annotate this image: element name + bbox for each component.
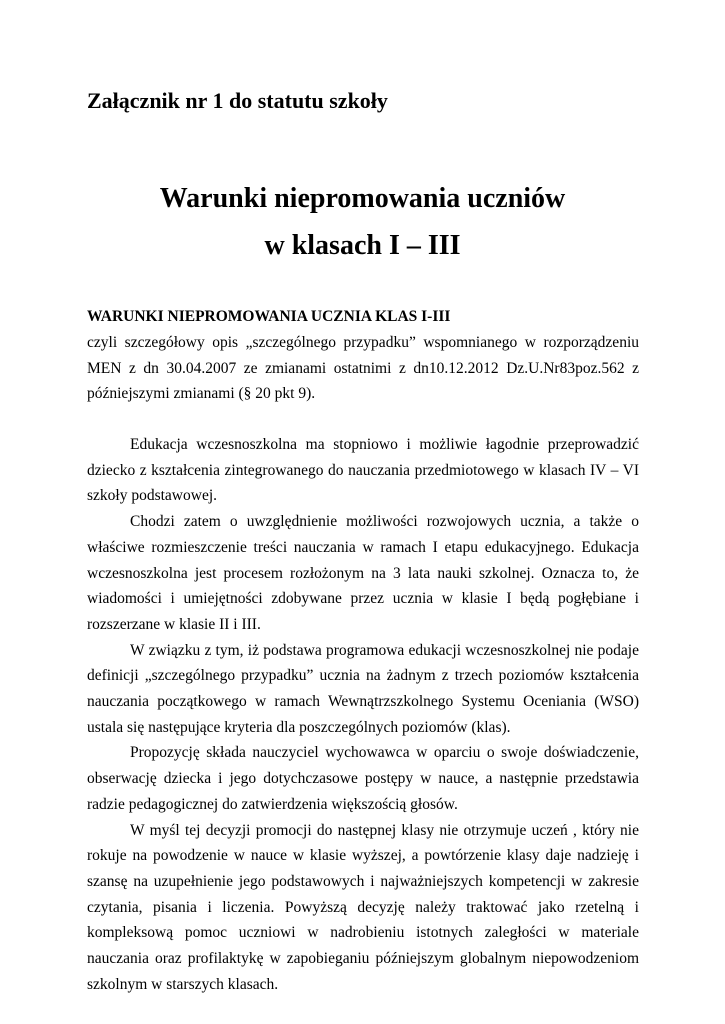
paragraph: Propozycję składa nauczyciel wychowawca w oparciu o swoje doświadczenie, obserwację dziecka i jego dotychczasowe postępy w nauce, a następnie przedstawia radzie pedagogicznej do zatwierdzenia większością głosów. xyxy=(87,744,639,813)
annex-title: Załącznik nr 1 do statutu szkoły xyxy=(87,88,388,113)
paragraph: Edukacja wczesnoszkolna ma stopniowo i możliwie łagodnie przeprowadzić dziecko z kształcenia zintegrowanego do nauczania przedmiotowego w klasach IV – VI szkoły podstawowej. xyxy=(87,436,639,505)
main-title-line2: w klasach I – III xyxy=(264,230,461,261)
intro-paragraph: czyli szczegółowy opis „szczególnego przypadku” wspomnianego w rozporządzeniu MEN z dn 30.04.2007 ze zmianami ostatnimi z dn10.12.2012 Dz.U.Nr83poz.562 z późniejszymi zmianami (§ 20 pkt 9). xyxy=(87,334,639,403)
paragraph: Chodzi zatem o uwzględnienie możliwości rozwojowych ucznia, a także o właściwe rozmieszczenie treści nauczania w ramach I etapu edukacyjnego. Edukacja wczesnoszkolna jest procesem rozłożonym na 3 lata nauki szkolnej. Oznacza to, że wiadomości i umiejętności zdobywane przez ucznia w klasie I będą pogłębiane i rozszerzane w klasie II i III. xyxy=(87,513,639,633)
section-heading: WARUNKI NIEPROMOWANIA UCZNIA KLAS I-III xyxy=(87,308,451,325)
main-title-line1: Warunki niepromowania uczniów xyxy=(159,183,566,214)
paragraph: W związku z tym, iż podstawa programowa edukacji wczesnoszkolnej nie podaje definicji „szczególnego przypadku” ucznia na żadnym z trzech poziomów kształcenia nauczania początkowego w ramach Wewnątrzszkolnego Systemu Oceniania (WSO) ustala się następujące kryteria dla poszczególnych poziomów (klas). xyxy=(87,641,639,736)
body-paragraphs xyxy=(87,432,639,997)
paragraph: W myśl tej decyzji promocji do następnej klasy nie otrzymuje uczeń , który nie rokuje na powodzenie w nauce w klasie wyższej, a powtórzenie klasy daje nadzieję i szansę na uzupełnienie jego podstawowych i najważniejszych kompetencji w zakresie czytania, pisania i liczenia. Powyższą decyzję należy traktować jako rzetelną i kompleksową pomoc uczniowi w nadrobieniu istotnych zaległości w materiale nauczania oraz profilaktykę w zapobieganiu późniejszym globalnym niepowodzeniom szkolnym w starszych klasach. xyxy=(87,821,639,993)
